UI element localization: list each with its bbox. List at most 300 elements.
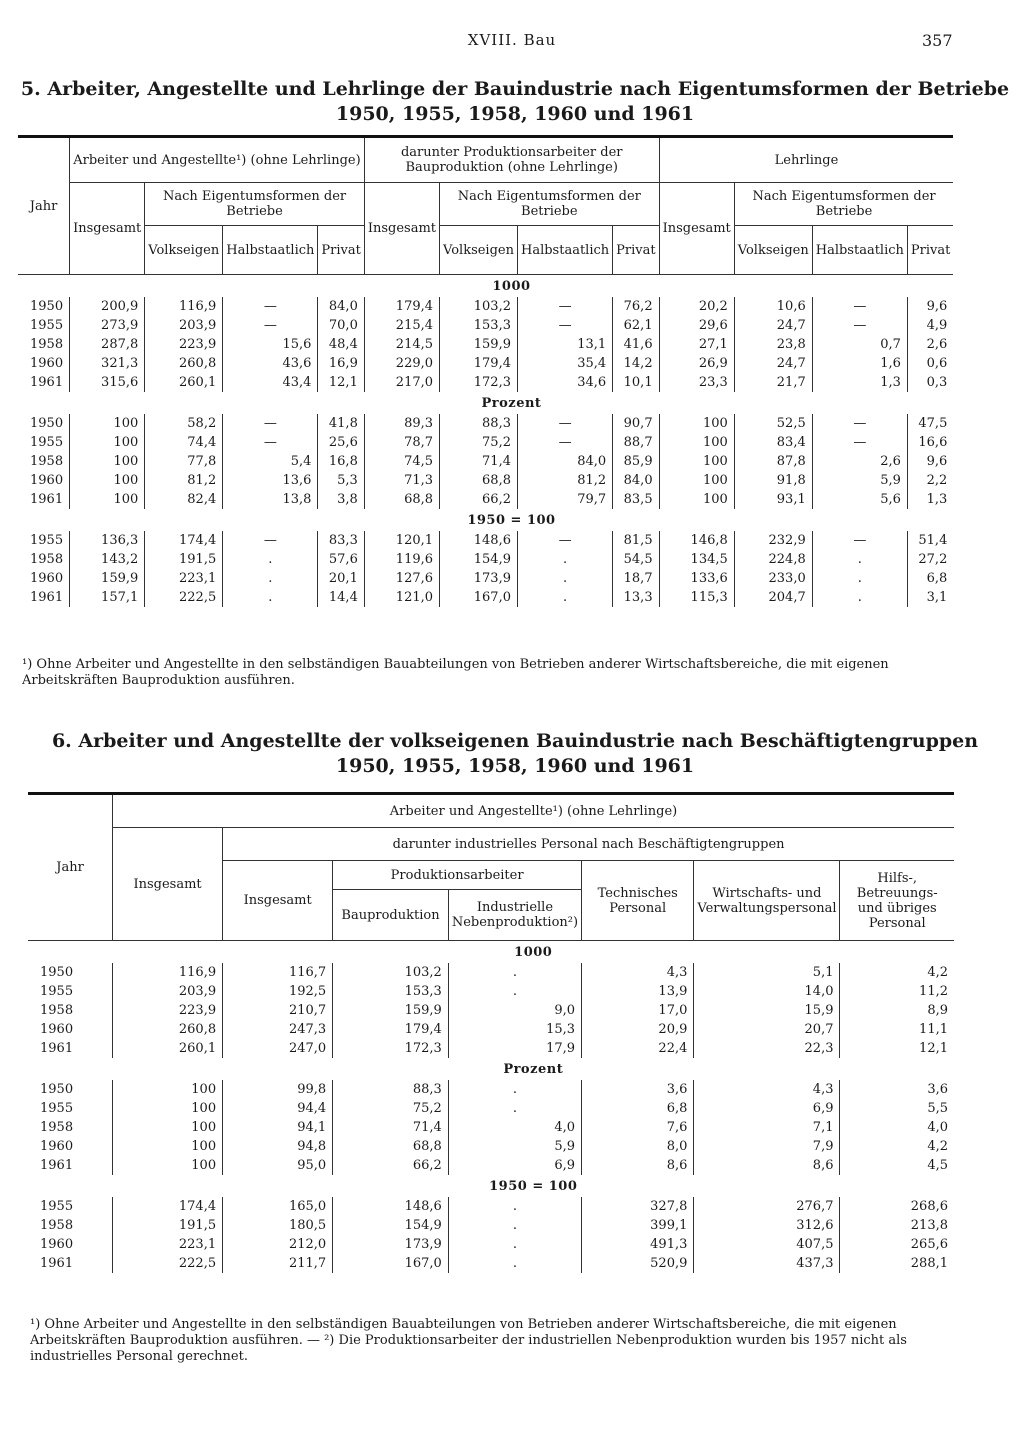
t6-year-cell: 1955	[40, 1199, 74, 1214]
t6-value-cell: .	[448, 1216, 581, 1235]
t5-value-cell: 2,6	[907, 335, 953, 354]
t5-value-cell: 54,5	[613, 550, 659, 569]
t6-year-cell: 1955	[40, 984, 74, 999]
t6-table-row	[28, 1197, 954, 1216]
t6-value-cell: 9,0	[448, 1001, 581, 1020]
t5-value-cell: 0,6	[907, 354, 953, 373]
t6-value-cell: 407,5	[694, 1235, 840, 1254]
t5-value-cell: 23,3	[659, 373, 734, 392]
t6-year-cell: 1961	[40, 1158, 74, 1173]
t6-table-row	[28, 1137, 954, 1156]
t6-value-cell: .	[448, 1080, 581, 1099]
t5-table-row	[18, 373, 953, 392]
t5-value-cell: 79,7	[517, 490, 612, 509]
t5-value-cell: 71,3	[364, 471, 439, 490]
t5-value-cell: 5,3	[318, 471, 364, 490]
t6-value-cell: 100	[113, 1156, 223, 1175]
t5-value-cell: 84,0	[517, 452, 612, 471]
t6-top-header: Arbeiter und Angestellte¹) (ohne Lehrlinge)	[113, 794, 954, 828]
t5-value-cell: 84,0	[613, 471, 659, 490]
t5-value-cell: 81,2	[517, 471, 612, 490]
t5-value-cell: —	[517, 433, 612, 452]
t5-value-cell: 43,4	[223, 373, 318, 392]
t6-value-cell: 95,0	[223, 1156, 333, 1175]
t5-value-cell: 100	[659, 490, 734, 509]
t6-value-cell: 7,1	[694, 1118, 840, 1137]
t5-value-cell: 16,9	[318, 354, 364, 373]
t5-value-cell: 90,7	[613, 414, 659, 433]
t6-value-cell: 3,6	[840, 1080, 954, 1099]
t6-value-cell: 99,8	[223, 1080, 333, 1099]
t5-value-cell: 68,8	[364, 490, 439, 509]
t5-value-cell: 167,0	[440, 588, 518, 607]
t6-value-cell: 6,9	[694, 1099, 840, 1118]
t6-value-cell: 159,9	[333, 1001, 449, 1020]
t6-value-cell: .	[448, 1099, 581, 1118]
table5-footnote: ¹) Ohne Arbeiter und Angestellte in den selbständigen Bauabteilungen von Betrieben anderer Wirtschaftsbereiche, die mit eigenen Arbeitskräften Bauproduktion ausführen.	[22, 657, 889, 688]
t5-table-row	[18, 569, 953, 588]
t6-value-cell: 312,6	[694, 1216, 840, 1235]
t5-value-cell: 100	[70, 471, 145, 490]
t6-value-cell: 288,1	[840, 1254, 954, 1273]
t6-table-row	[28, 1254, 954, 1273]
t5-value-cell: —	[223, 316, 318, 335]
t6-value-cell: 213,8	[840, 1216, 954, 1235]
t5-value-cell: —	[517, 297, 612, 316]
t6-table-row	[28, 1020, 954, 1039]
t6-value-cell: 4,5	[840, 1156, 954, 1175]
t5-value-cell: 172,3	[440, 373, 518, 392]
t5-group1-header: Arbeiter und Angestellte¹) (ohne Lehrlinge)	[70, 137, 365, 183]
t5-year-cell: 1958	[30, 337, 64, 352]
t5-table-row	[18, 354, 953, 373]
t6-sub-header: darunter industrielles Personal nach Beschäftigtengruppen	[223, 828, 954, 861]
t5-value-cell: 173,9	[440, 569, 518, 588]
t5-year-cell: 1955	[30, 318, 64, 333]
t5-value-cell: —	[517, 531, 612, 550]
t5-year-cell: 1955	[30, 435, 64, 450]
t5-value-cell: 85,9	[613, 452, 659, 471]
t5-value-cell: 13,3	[613, 588, 659, 607]
t5-value-cell: 4,9	[907, 316, 953, 335]
t5-value-cell: 27,1	[659, 335, 734, 354]
t5-value-cell: 83,4	[734, 433, 812, 452]
t5-value-cell: 127,6	[364, 569, 439, 588]
t6-year-header: Jahr	[28, 794, 113, 941]
t5-table-row	[18, 414, 953, 433]
t6-table-row	[28, 1001, 954, 1020]
t5-value-cell: 57,6	[318, 550, 364, 569]
t5-value-cell: 100	[70, 452, 145, 471]
t5-value-cell: 21,7	[734, 373, 812, 392]
t6-section-row	[28, 1058, 954, 1080]
t5-value-cell: 179,4	[440, 354, 518, 373]
t5-value-cell: 68,8	[440, 471, 518, 490]
t5-g3-total: Insgesamt	[659, 183, 734, 275]
t5-value-cell: 103,2	[440, 297, 518, 316]
t5-g3-public: Volkseigen	[734, 226, 812, 275]
t5-g3-ownership: Nach Eigentumsformen der Betriebe	[734, 183, 953, 226]
t6-value-cell: 7,9	[694, 1137, 840, 1156]
t5-value-cell: 84,0	[318, 297, 364, 316]
t6-value-cell: 223,9	[113, 1001, 223, 1020]
t6-value-cell: 154,9	[333, 1216, 449, 1235]
t5-value-cell: 58,2	[145, 414, 223, 433]
t5-value-cell: .	[223, 550, 318, 569]
table6-title-line2: 1950, 1955, 1958, 1960 und 1961	[335, 755, 695, 777]
t5-value-cell: 100	[70, 490, 145, 509]
t6-section-label: 1000	[514, 944, 553, 960]
t5-g1-total: Insgesamt	[70, 183, 145, 275]
t5-value-cell: 34,6	[517, 373, 612, 392]
t6-table-row	[28, 1099, 954, 1118]
t6-value-cell: 94,8	[223, 1137, 333, 1156]
t6-value-cell: 8,9	[840, 1001, 954, 1020]
t6-year-cell: 1960	[40, 1237, 74, 1252]
t5-g2-private: Privat	[613, 226, 659, 275]
t6-value-cell: 116,9	[113, 963, 223, 982]
t5-section-spacer	[18, 275, 70, 298]
t6-value-cell: .	[448, 963, 581, 982]
t5-section-row	[18, 509, 953, 531]
t5-value-cell: —	[812, 433, 907, 452]
t5-value-cell: 6,8	[907, 569, 953, 588]
t5-table-row	[18, 335, 953, 354]
t5-value-cell: 13,8	[223, 490, 318, 509]
t6-value-cell: 100	[113, 1099, 223, 1118]
t5-value-cell: .	[517, 588, 612, 607]
t5-year-cell: 1958	[30, 454, 64, 469]
t5-value-cell: 260,1	[145, 373, 223, 392]
t5-value-cell: 16,8	[318, 452, 364, 471]
t6-value-cell: 5,1	[694, 963, 840, 982]
t5-value-cell: 214,5	[364, 335, 439, 354]
t5-value-cell: 29,6	[659, 316, 734, 335]
t5-value-cell: 41,8	[318, 414, 364, 433]
t6-section-label: Prozent	[503, 1061, 564, 1077]
t6-value-cell: 6,9	[448, 1156, 581, 1175]
t5-value-cell: 0,7	[812, 335, 907, 354]
t6-wirt-header: Wirtschafts- und Verwaltungspersonal	[694, 861, 840, 941]
t5-value-cell: 9,6	[907, 452, 953, 471]
t6-table-row	[28, 1235, 954, 1254]
t5-table-row	[18, 490, 953, 509]
t5-value-cell: 88,7	[613, 433, 659, 452]
t6-value-cell: 68,8	[333, 1137, 449, 1156]
t5-value-cell: 71,4	[440, 452, 518, 471]
t6-value-cell: 165,0	[223, 1197, 333, 1216]
t5-value-cell: 146,8	[659, 531, 734, 550]
t5-value-cell: .	[812, 588, 907, 607]
table6-title-line1: 6. Arbeiter und Angestellte der volkseigenen Bauindustrie nach Beschäftigtengruppen	[51, 730, 979, 752]
t5-year-cell: 1950	[30, 416, 64, 431]
t6-value-cell: 268,6	[840, 1197, 954, 1216]
t5-value-cell: 87,8	[734, 452, 812, 471]
t6-value-cell: 15,3	[448, 1020, 581, 1039]
t5-year-cell: 1961	[30, 590, 64, 605]
t6-value-cell: 5,5	[840, 1099, 954, 1118]
t6-year-cell: 1950	[40, 1082, 74, 1097]
t5-value-cell: 52,5	[734, 414, 812, 433]
t5-table-row	[18, 452, 953, 471]
t5-value-cell: 83,3	[318, 531, 364, 550]
t5-value-cell: 223,9	[145, 335, 223, 354]
table6-footnote: ¹) Ohne Arbeiter und Angestellte in den selbständigen Bauabteilungen von Betrieben anderer Wirtschaftsbereiche, die mit eigenen Arbeitskräften Bauproduktion ausführen. — ²) Die Produktionsarbeiter der industriellen Nebenproduktion wurden bis 1957 nicht als industrielles Personal gerechnet.	[30, 1317, 907, 1364]
t6-value-cell: 153,3	[333, 982, 449, 1001]
t5-value-cell: 3,8	[318, 490, 364, 509]
t5-value-cell: 16,6	[907, 433, 953, 452]
t5-g3-semi: Halbstaatlich	[812, 226, 907, 275]
t5-value-cell: 93,1	[734, 490, 812, 509]
t5-value-cell: 14,4	[318, 588, 364, 607]
t5-value-cell: 148,6	[440, 531, 518, 550]
t5-value-cell: 3,1	[907, 588, 953, 607]
t5-section-label: 1950 = 100	[467, 512, 556, 528]
t5-group2-header: darunter Produktionsarbeiter der Bauproduktion (ohne Lehrlinge)	[364, 137, 659, 183]
t6-value-cell: 167,0	[333, 1254, 449, 1273]
t5-value-cell: —	[812, 316, 907, 335]
t6-value-cell: 66,2	[333, 1156, 449, 1175]
t5-group3-header: Lehrlinge	[659, 137, 953, 183]
t5-value-cell: .	[223, 569, 318, 588]
t5-value-cell: .	[812, 550, 907, 569]
t6-table-row	[28, 1080, 954, 1099]
t5-section-spacer	[18, 392, 70, 414]
t6-year-cell: 1961	[40, 1256, 74, 1271]
t5-value-cell: 100	[70, 414, 145, 433]
t6-value-cell: 7,6	[582, 1118, 694, 1137]
t5-value-cell: 100	[659, 471, 734, 490]
t6-section-spacer	[28, 1058, 113, 1080]
t6-value-cell: 14,0	[694, 982, 840, 1001]
t6-value-cell: 247,0	[223, 1039, 333, 1058]
t6-sub-total-header: Insgesamt	[223, 861, 333, 941]
t5-value-cell: 10,6	[734, 297, 812, 316]
t5-value-cell: 88,3	[440, 414, 518, 433]
t6-section-row	[28, 941, 954, 964]
t5-g1-private: Privat	[318, 226, 364, 275]
t6-neben-header: Industrielle Nebenproduktion²)	[448, 890, 581, 941]
t6-value-cell: 8,6	[582, 1156, 694, 1175]
t6-value-cell: 88,3	[333, 1080, 449, 1099]
t5-value-cell: 321,3	[70, 354, 145, 373]
t5-value-cell: 9,6	[907, 297, 953, 316]
t6-value-cell: 212,0	[223, 1235, 333, 1254]
t6-value-cell: 71,4	[333, 1118, 449, 1137]
t5-value-cell: 12,1	[318, 373, 364, 392]
t6-value-cell: .	[448, 1197, 581, 1216]
t5-value-cell: 100	[659, 433, 734, 452]
t5-value-cell: 2,2	[907, 471, 953, 490]
t6-value-cell: 148,6	[333, 1197, 449, 1216]
table5	[18, 135, 953, 607]
t6-value-cell: 260,8	[113, 1020, 223, 1039]
t5-value-cell: 159,9	[70, 569, 145, 588]
t6-value-cell: 260,1	[113, 1039, 223, 1058]
t5-value-cell: 91,8	[734, 471, 812, 490]
t6-value-cell: 4,2	[840, 963, 954, 982]
t5-value-cell: 116,9	[145, 297, 223, 316]
t5-value-cell: 20,2	[659, 297, 734, 316]
t6-table-row	[28, 1156, 954, 1175]
t6-value-cell: 17,0	[582, 1001, 694, 1020]
t5-value-cell: 18,7	[613, 569, 659, 588]
t5-value-cell: —	[223, 414, 318, 433]
t5-table-row	[18, 588, 953, 607]
t6-value-cell: 4,3	[694, 1080, 840, 1099]
t5-value-cell: 100	[659, 414, 734, 433]
t5-year-cell: 1950	[30, 299, 64, 314]
page-number: 357	[922, 31, 953, 50]
t6-value-cell: 172,3	[333, 1039, 449, 1058]
t6-value-cell: 4,2	[840, 1137, 954, 1156]
t5-value-cell: .	[223, 588, 318, 607]
t5-value-cell: 121,0	[364, 588, 439, 607]
t6-bau-header: Bauproduktion	[333, 890, 449, 941]
t5-g1-public: Volkseigen	[145, 226, 223, 275]
t6-total-header: Insgesamt	[113, 828, 223, 941]
t5-value-cell: 204,7	[734, 588, 812, 607]
t5-value-cell: 5,6	[812, 490, 907, 509]
t5-value-cell: 27,2	[907, 550, 953, 569]
section-header: XVIII. Bau	[467, 31, 557, 49]
t5-g2-total: Insgesamt	[364, 183, 439, 275]
t5-value-cell: 76,2	[613, 297, 659, 316]
t5-value-cell: 100	[70, 433, 145, 452]
t6-value-cell: 12,1	[840, 1039, 954, 1058]
t5-section-row	[18, 392, 953, 414]
table6-title	[20, 729, 1010, 779]
t5-value-cell: 100	[659, 452, 734, 471]
t6-value-cell: 103,2	[333, 963, 449, 982]
t5-value-cell: —	[517, 316, 612, 335]
t6-year-cell: 1961	[40, 1041, 74, 1056]
t5-value-cell: 315,6	[70, 373, 145, 392]
t5-table-row	[18, 297, 953, 316]
t5-value-cell: 23,8	[734, 335, 812, 354]
t5-value-cell: 83,5	[613, 490, 659, 509]
t5-value-cell: 222,5	[145, 588, 223, 607]
t6-prod-header: Produktionsarbeiter	[333, 861, 582, 890]
t6-value-cell: 94,4	[223, 1099, 333, 1118]
t6-value-cell: 222,5	[113, 1254, 223, 1273]
t6-tech-header: Technisches Personal	[582, 861, 694, 941]
t5-value-cell: 179,4	[364, 297, 439, 316]
t5-value-cell: —	[223, 433, 318, 452]
t6-value-cell: 11,1	[840, 1020, 954, 1039]
t5-value-cell: —	[812, 414, 907, 433]
t5-value-cell: 25,6	[318, 433, 364, 452]
t5-value-cell: 233,0	[734, 569, 812, 588]
t6-value-cell: 6,8	[582, 1099, 694, 1118]
t6-value-cell: .	[448, 1254, 581, 1273]
t5-value-cell: 203,9	[145, 316, 223, 335]
t5-table-row	[18, 531, 953, 550]
t5-g3-private: Privat	[907, 226, 953, 275]
t6-value-cell: 4,3	[582, 963, 694, 982]
t5-value-cell: 20,1	[318, 569, 364, 588]
t5-value-cell: 47,5	[907, 414, 953, 433]
t5-value-cell: —	[223, 531, 318, 550]
t5-value-cell: 0,3	[907, 373, 953, 392]
t5-value-cell: 215,4	[364, 316, 439, 335]
t6-value-cell: 100	[113, 1118, 223, 1137]
t5-value-cell: 75,2	[440, 433, 518, 452]
t5-value-cell: 81,2	[145, 471, 223, 490]
t5-value-cell: 119,6	[364, 550, 439, 569]
t6-value-cell: 15,9	[694, 1001, 840, 1020]
t5-value-cell: 200,9	[70, 297, 145, 316]
t6-table-row	[28, 963, 954, 982]
t6-value-cell: 116,7	[223, 963, 333, 982]
t6-value-cell: 5,9	[448, 1137, 581, 1156]
t6-value-cell: 8,0	[582, 1137, 694, 1156]
t5-table-row	[18, 433, 953, 452]
t5-value-cell: 74,4	[145, 433, 223, 452]
t5-value-cell: .	[517, 569, 612, 588]
t5-year-cell: 1960	[30, 571, 64, 586]
t6-table-row	[28, 982, 954, 1001]
t6-value-cell: 211,7	[223, 1254, 333, 1273]
t6-value-cell: 94,1	[223, 1118, 333, 1137]
t5-value-cell: 43,6	[223, 354, 318, 373]
t5-value-cell: 174,4	[145, 531, 223, 550]
t5-value-cell: 89,3	[364, 414, 439, 433]
t5-section-spacer	[18, 509, 70, 531]
t6-table-row	[28, 1039, 954, 1058]
t6-value-cell: 13,9	[582, 982, 694, 1001]
t5-value-cell: 232,9	[734, 531, 812, 550]
t6-section-spacer	[28, 941, 113, 964]
table5-title-line2: 1950, 1955, 1958, 1960 und 1961	[335, 103, 695, 125]
t5-value-cell: —	[812, 531, 907, 550]
t6-year-cell: 1958	[40, 1218, 74, 1233]
t6-section-label: 1950 = 100	[489, 1178, 578, 1194]
table5-title	[20, 77, 1010, 127]
t6-value-cell: 17,9	[448, 1039, 581, 1058]
t5-g2-public: Volkseigen	[440, 226, 518, 275]
t6-value-cell: 179,4	[333, 1020, 449, 1039]
t6-value-cell: 22,3	[694, 1039, 840, 1058]
t5-value-cell: 1,3	[907, 490, 953, 509]
t6-value-cell: 4,0	[448, 1118, 581, 1137]
t6-hilf-header: Hilfs-, Betreuungs- und übriges Personal	[840, 861, 954, 941]
t5-value-cell: 78,7	[364, 433, 439, 452]
t5-year-cell: 1960	[30, 356, 64, 371]
t5-value-cell: 224,8	[734, 550, 812, 569]
t5-section-label: 1000	[492, 278, 531, 294]
t5-value-cell: .	[517, 550, 612, 569]
t6-value-cell: 223,1	[113, 1235, 223, 1254]
t5-value-cell: 24,7	[734, 316, 812, 335]
t6-section-spacer	[28, 1175, 113, 1197]
t6-value-cell: 265,6	[840, 1235, 954, 1254]
t5-value-cell: 14,2	[613, 354, 659, 373]
t5-value-cell: 287,8	[70, 335, 145, 354]
t5-section-row	[18, 275, 953, 298]
t5-value-cell: 260,8	[145, 354, 223, 373]
t5-table-row	[18, 471, 953, 490]
t6-value-cell: 11,2	[840, 982, 954, 1001]
t5-value-cell: 136,3	[70, 531, 145, 550]
t6-table-row	[28, 1118, 954, 1137]
t5-value-cell: 5,9	[812, 471, 907, 490]
t5-value-cell: 223,1	[145, 569, 223, 588]
t5-value-cell: 70,0	[318, 316, 364, 335]
t5-table-row	[18, 316, 953, 335]
t6-value-cell: 20,7	[694, 1020, 840, 1039]
t5-value-cell: 273,9	[70, 316, 145, 335]
